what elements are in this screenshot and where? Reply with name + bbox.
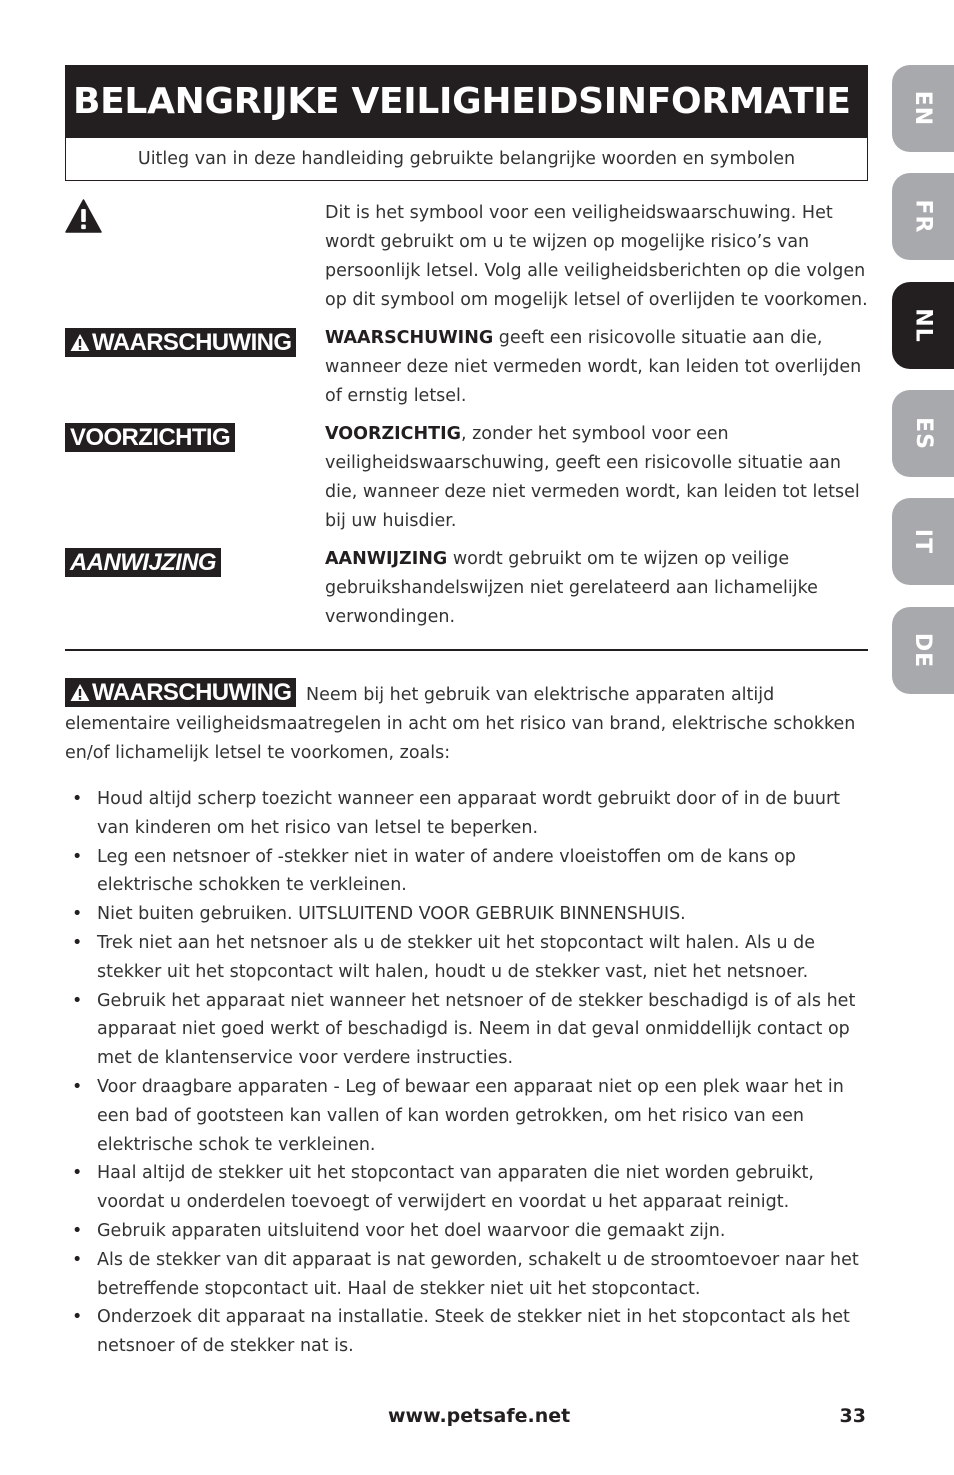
footer-url[interactable]: www.petsafe.net [388,1405,571,1427]
warning-description: geeft een risicovolle situatie aan die, wanneer deze niet vermeden wordt, kan leiden tot overlijden of ernstig letsel. [325,328,862,406]
tab-label: DE [910,632,936,669]
warning-badge-label: WAARSCHUWING [92,679,292,706]
warning-badge [65,678,296,707]
caution-badge-label: VOORZICHTIG [70,424,231,451]
warning-badge-label: WAARSCHUWING [92,329,292,356]
list-item: • Haal altijd de stekker uit het stopcontact van apparaten die niet worden gebruikt, voordat u onderdelen toevoegt of verwijdert en voordat u het apparaat reinigt. [65,1159,868,1217]
warning-triangle-icon [70,683,90,702]
caution-description: , zonder het symbool voor een veiligheidswaarschuwing, geeft een risicovolle situatie aan die, wanneer deze niet vermeden wordt, kan leiden tot letsel bij uw huisdier. [325,424,860,531]
tab-label: ES [910,417,936,450]
list-item: • Leg een netsnoer of -stekker niet in water of andere vloeistoffen om de kans op elektrische schokken te verkleinen. [65,843,868,901]
tab-language-es[interactable] [892,390,954,477]
section-divider [65,649,868,651]
warning-badge [65,328,296,357]
page-subtitle: Uitleg van in deze handleiding gebruikte belangrijke woorden en symbolen [65,138,868,181]
tab-language-fr[interactable] [892,173,954,260]
tab-language-nl[interactable] [892,282,954,369]
tab-language-de[interactable] [892,607,954,694]
notice-badge [65,548,221,577]
warning-intro-text: Neem bij het gebruik van elektrische apparaten altijd elementaire veiligheidsmaatregelen in acht om het risico van brand, elektrische schokken en/of lichamelijk letsel te voorkomen, zoals: [65,685,856,763]
definition-notice-text [325,545,870,632]
list-item: • Als de stekker van dit apparaat is nat geworden, schakelt u de stroomtoevoer naar het betreffende stopcontact uit. Haal de stekker niet uit het stopcontact. [65,1246,868,1304]
warning-intro [65,678,868,768]
tab-language-it[interactable] [892,498,954,585]
caution-badge [65,423,235,452]
definition-warning-text [325,324,870,411]
list-item: • Voor draagbare apparaten - Leg of bewaar een apparaat niet op een plek waar het in een bad of gootsteen kan vallen of kan worden getrokken, om het risico van een elektrische schok te verkleinen. [65,1073,868,1159]
tab-language-en[interactable] [892,65,954,152]
tab-label: FR [910,199,936,234]
list-item: • Niet buiten gebruiken. UITSLUITEND VOOR GEBRUIK BINNENSHUIS. [65,900,868,929]
safety-bullet-list [65,785,868,1361]
page-number: 33 [839,1405,866,1427]
tab-label: NL [910,308,936,343]
warning-term: WAARSCHUWING [325,328,494,348]
warning-triangle-icon [70,333,90,352]
notice-badge-label: AANWIJZING [70,549,216,576]
list-item: • Gebruik het apparaat niet wanneer het netsnoer of de stekker beschadigd is of als het apparaat niet goed werkt of beschadigd is. Neem in dat geval onmiddellijk contact op met de klantenservice voor verdere instructies. [65,987,868,1073]
tab-label: IT [910,528,936,555]
page-title: BELANGRIJKE VEILIGHEIDSINFORMATIE [65,65,868,138]
tab-label: EN [910,90,936,127]
list-item: • Gebruik apparaten uitsluitend voor het doel waarvoor die gemaakt zijn. [65,1217,868,1246]
notice-term: AANWIJZING [325,549,448,569]
caution-term: VOORZICHTIG [325,424,461,444]
warning-triangle-icon [65,199,102,233]
list-item: • Houd altijd scherp toezicht wanneer een apparaat wordt gebruikt door of in de buurt van kinderen om het risico van letsel te beperken. [65,785,868,843]
notice-description: wordt gebruikt om te wijzen op veilige gebruikshandelswijzen niet gerelateerd aan lichamelijke verwondingen. [325,549,818,627]
list-item: • Trek niet aan het netsnoer als u de stekker uit het stopcontact wilt halen. Als u de stekker uit het stopcontact wilt halen, houdt u de stekker vast, niet het netsnoer. [65,929,868,987]
definition-symbol-text: Dit is het symbool voor een veiligheidswaarschuwing. Het wordt gebruikt om u te wijzen op mogelijke risico’s van persoonlijk letsel. Volg alle veiligheidsberichten op die volgen op dit symbool om mogelijk letsel of overlijden te voorkomen. [325,203,868,310]
list-item: • Onderzoek dit apparaat na installatie. Steek de stekker niet in het stopcontact als het netsnoer of de stekker nat is. [65,1303,868,1361]
definition-caution-text [325,420,870,536]
